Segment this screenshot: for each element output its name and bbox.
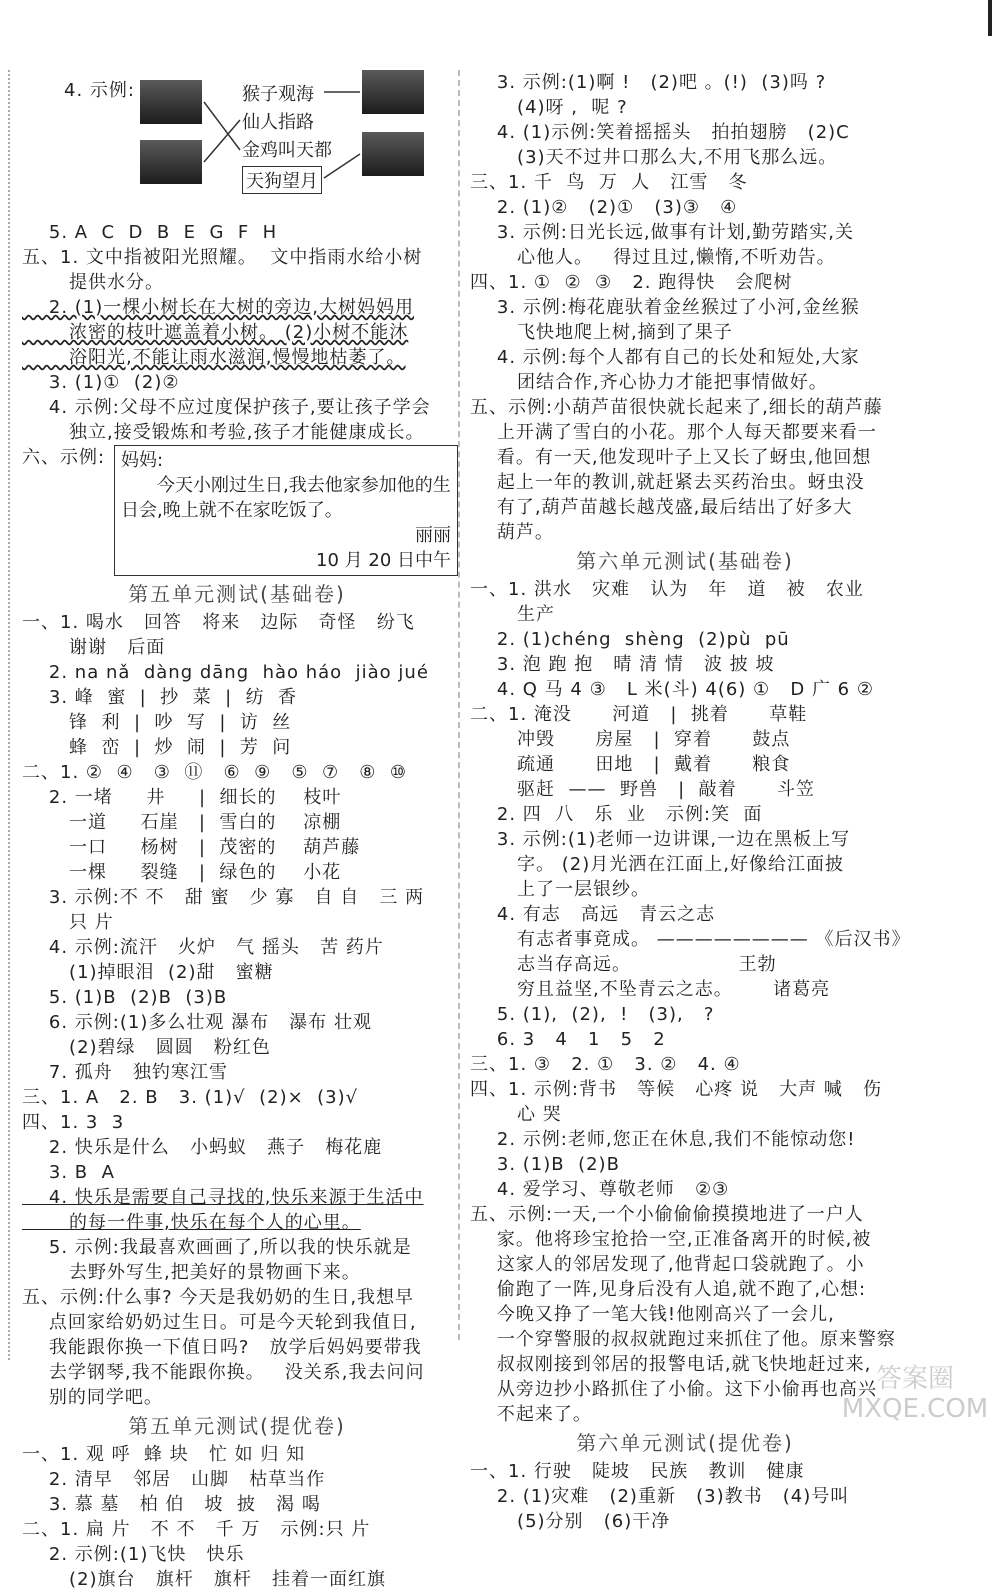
answer-line: 2. (1)一棵小树长在大树的旁边,大树妈妈用 (22, 297, 414, 318)
answer-line: 疏通 田地 | 戴着 粮食 (470, 754, 791, 775)
watermark-logo: 答案圈 MXQE.COM (841, 1364, 989, 1424)
image-match-exercise (64, 70, 452, 220)
section-2-answers (22, 1442, 452, 1592)
answer-line: 一、1. 喝水 回答 将来 边际 奇怪 纷飞 (22, 612, 415, 633)
answer-line: 独立,接受锻炼和考验,孩子才能健康成长。 (22, 422, 425, 443)
answer-line: 四、1. ① ② ③ 2. 跑得快 会爬树 (470, 272, 793, 293)
answer-line: 叔叔刚接到邻居的报警电话,就飞快地赶过来, (470, 1354, 872, 1375)
answer-line: 家。他将珍宝抢拾一空,正准备离开的时候,被 (470, 1229, 872, 1250)
answer-line: 五、示例:什么事? 今天是我奶奶的生日,我想早 (22, 1287, 415, 1308)
answer-line: 锋 利 | 吵 写 | 访 丝 (22, 712, 292, 733)
answer-line: 三、1. 千 鸟 万 人 江雪 冬 (470, 172, 748, 193)
answer-line: 五、示例:小葫芦苗很快就长起来了,细长的葫芦藤 (470, 397, 883, 418)
margin-dotted-line (8, 70, 10, 1360)
answer-line: 3. 示例:不 不 甜 蜜 少 寡 自 自 三 两 (22, 887, 425, 908)
answer-line: 3. B A (22, 1162, 115, 1183)
section-title: 第六单元测试(基础卷) (576, 549, 794, 573)
answer-line: 驱赶 —— 野兽 | 敲着 斗笠 (470, 779, 815, 800)
answer-line: 五、1. 文中指被阳光照耀。 文中指雨水给小树 (22, 247, 423, 268)
answer-line: 我能跟你换一下值日吗? 放学后妈妈要带我 (22, 1337, 422, 1358)
section-1-answers (22, 610, 452, 1410)
answers-block-a (22, 220, 452, 445)
answer-line: 2. 一堵 井 | 细长的 枝叶 (22, 787, 342, 808)
answer-line: 只 片 (22, 912, 114, 933)
answer-line: 去学钢琴,我不能跟你换。 没关系,我去问问 (22, 1362, 425, 1383)
answer-line: 提供水分。 (22, 272, 165, 293)
answer-line: 谢谢 后面 (22, 637, 166, 658)
answer-line: 偷跑了一阵,见身后没有人追,就不跑了,心想: (470, 1279, 867, 1300)
answer-line: 3. 示例:(1)啊 ! (2)吧 。(!) (3)吗 ? (470, 72, 827, 93)
letter-body: 今天小刚过生日,我去他家参加他的生日会,晚上就不在家吃饭了。 (121, 475, 451, 521)
answer-line: 二、1. 淹没 河道 | 挑着 草鞋 (470, 704, 808, 725)
letter-date: 10 月 20 日中午 (316, 550, 451, 571)
match-title: 4. 示例: (64, 80, 135, 101)
answer-line: 三、1. A 2. B 3. (1)√ (2)× (3)√ (22, 1087, 359, 1108)
left-column (22, 70, 452, 1592)
section-title: 第五单元测试(基础卷) (128, 582, 346, 606)
section-3-answers (470, 577, 911, 1427)
answer-line: 4. 示例:流汗 火炉 气 摇头 苦 药片 (22, 937, 384, 958)
match-item: 金鸡叫天都 (242, 140, 332, 161)
match-item: 猴子观海 (242, 84, 314, 105)
answer-line: 起上一年的教训,就赶紧去买药治虫。蚜虫没 (470, 472, 865, 493)
answer-line: 7. 孤舟 独钓寒江雪 (22, 1062, 228, 1083)
answer-line: 团结合作,齐心协力才能把事情做好。 (470, 372, 828, 393)
answer-line: 蜂 峦 | 炒 闹 | 芳 问 (22, 737, 292, 758)
answer-line: 上了一层银纱。 (470, 879, 651, 900)
answer-line: 5. (1)B (2)B (3)B (22, 987, 228, 1008)
section-title: 第五单元测试(提优卷) (128, 1414, 346, 1438)
answer-line: 葫芦。 (470, 522, 554, 543)
answer-line: 3. 泡 跑 抱 晴 清 情 波 披 坡 (470, 654, 775, 675)
match-item: 天狗望月 (242, 166, 322, 194)
answer-line: 一、1. 行驶 陡坡 民族 教训 健康 (470, 1461, 805, 1482)
answer-line: 志当存高远。 王勃 (470, 954, 777, 975)
answer-line: 生产 (470, 604, 556, 625)
answer-line: 3. 峰 蜜 | 抄 菜 | 纺 香 (22, 687, 298, 708)
corner-mark (988, 0, 992, 36)
answer-line: 看。有一天,他发现叶子上又长了蚜虫,他回想 (470, 447, 872, 468)
answer-line: 三、1. ③ 2. ① 3. ② 4. ④ (470, 1054, 741, 1075)
answer-line: 3. (1)① (2)② (22, 372, 180, 393)
answer-line: 6. 3 4 1 5 2 (470, 1029, 666, 1050)
answer-line: (4)呀 , 呢 ? (470, 97, 628, 118)
answer-line: 3. 慕 墓 柏 伯 坡 披 渴 喝 (22, 1494, 321, 1515)
answer-line: 4. 示例:每个人都有自己的长处和短处,大家 (470, 347, 860, 368)
answer-line: 一、1. 观 呼 蜂 块 忙 如 归 知 (22, 1444, 306, 1465)
answer-line: 2. (1)灾难 (2)重新 (3)教书 (4)号叫 (470, 1486, 850, 1507)
answer-line: 3. 示例:梅花鹿驮着金丝猴过了小河,金丝猴 (470, 297, 860, 318)
answer-line: 2. 示例:老师,您正在休息,我们不能惊动您! (470, 1129, 856, 1150)
answer-line: (5)分别 (6)干净 (470, 1511, 671, 1532)
answer-line: 的每一件事,快乐在每个人的心里。 (22, 1212, 361, 1233)
answer-line: 4. 爱学习、尊敬老师 ②③ (470, 1179, 730, 1200)
match-item: 仙人指路 (242, 112, 314, 133)
answer-line: 去野外写生,把美好的景物画下来。 (22, 1262, 361, 1283)
answer-line: 3. (1)B (2)B (470, 1154, 620, 1175)
answer-line: 别的同学吧。 (22, 1387, 163, 1408)
answer-line: 四、1. 3 3 (22, 1112, 125, 1133)
answer-line: 4. 示例:父母不应过度保护孩子,要让孩子学会 (22, 397, 431, 418)
answer-line: 3. 示例:日光长远,做事有计划,勤劳踏实,关 (470, 222, 855, 243)
answer-line: 不起来了。 (470, 1404, 592, 1425)
right-column (470, 70, 911, 1534)
answer-line: 4. 有志 高远 青云之志 (470, 904, 716, 925)
answer-line: 冲毁 房屋 | 穿着 鼓点 (470, 729, 791, 750)
section-4-answers (470, 1459, 900, 1534)
letter-label: 六、示例: (22, 447, 106, 468)
answer-line: 穷且益坚,不坠青云之志。 诸葛亮 (470, 979, 831, 1000)
answer-line: (2)旗台 旗杆 旗杆 挂着一面红旗 (22, 1569, 387, 1590)
answer-line: 2. (1)② (2)① (3)③ ④ (470, 197, 738, 218)
answer-line: 点回家给奶奶过生日。可是今天轮到我值日, (22, 1312, 417, 1333)
answer-line: 6. 示例:(1)多么壮观 瀑布 瀑布 壮观 (22, 1012, 372, 1033)
answer-line: 今晚又挣了一笔大钱!他刚高兴了一会儿, (470, 1304, 835, 1325)
answer-line: 一道 石崖 | 雪白的 凉棚 (22, 812, 342, 833)
answer-line: 4. Q 马 4 ③ L 米(斗) 4(6) ① D 广 6 ② (470, 679, 874, 700)
answer-line: 一、1. 洪水 灾难 认为 年 道 被 农业 (470, 579, 864, 600)
answer-line: 浴阳光,不能让雨水滋润,慢慢地枯萎了。 (22, 347, 406, 368)
answer-line: (2)碧绿 圆圆 粉红色 (22, 1037, 271, 1058)
section-title: 第六单元测试(提优卷) (576, 1431, 794, 1455)
match-lines (92, 70, 432, 200)
answer-line: 浓密的枝叶遮盖着小树。 (2)小树不能沐 (22, 322, 409, 343)
answer-line: 2. 示例:(1)飞快 快乐 (22, 1544, 245, 1565)
answer-line: 5. (1), (2), ! (3), ? (470, 1004, 715, 1025)
answer-line: 四、1. 示例:背书 等候 心疼 说 大声 喊 伤 (470, 1079, 883, 1100)
answer-line: 飞快地爬上树,摘到了果子 (470, 322, 733, 343)
answer-line: 一个穿警服的叔叔就跑过来抓住了他。原来警察 (470, 1329, 896, 1350)
answer-line: 2. 四 八 乐 业 示例:笑 面 (470, 804, 763, 825)
answer-line: 2. 清早 邻居 山脚 枯草当作 (22, 1469, 326, 1490)
column-divider (458, 70, 460, 1340)
letter-salutation: 妈妈: (121, 450, 164, 471)
answer-line: 上开满了雪白的小花。那个人每天都要来看一 (470, 422, 877, 443)
answer-line: 心 哭 (470, 1104, 562, 1125)
answer-line: 4. (1)示例:笑着摇摇头 拍拍翅膀 (2)C (470, 122, 850, 143)
answer-line: 从旁边抄小路抓住了小偷。这下小偷再也高兴 (470, 1379, 877, 1400)
answer-line: 一口 杨树 | 茂密的 葫芦藤 (22, 837, 361, 858)
answer-line: 二、1. ② ④ ③ ⑪ ⑥ ⑨ ⑤ ⑦ ⑧ ⑩ (22, 762, 408, 783)
answer-line: 字。 (2)月光洒在江面上,好像给江面披 (470, 854, 844, 875)
answer-line: 五、示例:一天,一个小偷偷偷摸摸地进了一户人 (470, 1204, 864, 1225)
answer-line: 心他人。 得过且过,懒惰,不听劝告。 (470, 247, 836, 268)
answer-line: 有了,葫芦苗越长越茂盛,最后结出了好多大 (470, 497, 853, 518)
answer-line: (3)天不过井口那么大,不用飞那么远。 (470, 147, 838, 168)
answer-line: 3. 示例:(1)老师一边讲课,一边在黑板上写 (470, 829, 851, 850)
answer-line: 2. 快乐是什么 小蚂蚁 燕子 梅花鹿 (22, 1137, 383, 1158)
letter-sign: 丽丽 (415, 525, 451, 546)
answers-block-right-a (470, 70, 900, 545)
answer-line: (1)掉眼泪 (2)甜 蜜糖 (22, 962, 274, 983)
answer-line: 5. A C D B E G F H (22, 222, 278, 243)
answer-line: 5. 示例:我最喜欢画画了,所以我的快乐就是 (22, 1237, 412, 1258)
answer-line: 4. 快乐是需要自己寻找的,快乐来源于生活中 (22, 1187, 424, 1208)
answer-line: 一棵 裂缝 | 绿色的 小花 (22, 862, 342, 883)
answer-line: 二、1. 扁 片 不 不 千 万 示例:只 片 (22, 1519, 371, 1540)
answer-line: 有志者事竟成。 ———————— 《后汉书》 (470, 929, 911, 950)
answer-line: 这家人的邻居发现了,他背起口袋就跑了。小 (470, 1254, 865, 1275)
answer-line: 2. (1)chéng shèng (2)pù pū (470, 629, 790, 650)
answer-line: 2. na nǎ dàng dāng hào háo jiào jué (22, 662, 429, 683)
